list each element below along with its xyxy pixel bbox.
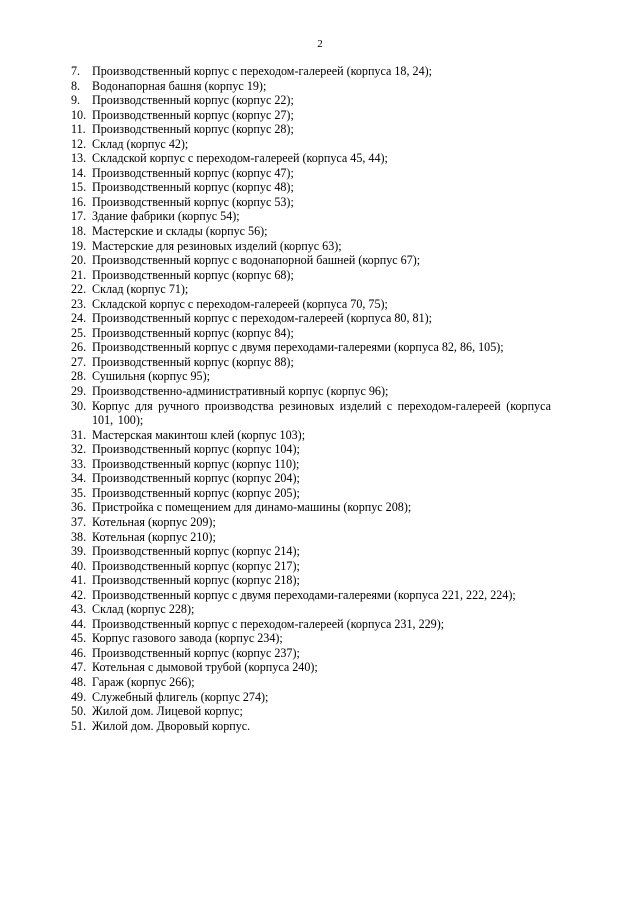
list-item <box>71 268 551 283</box>
list-item-text: Производственный корпус (корпус 214); <box>92 544 300 559</box>
list-item <box>71 253 551 268</box>
list-item <box>71 428 551 443</box>
list-item <box>71 690 551 705</box>
list-item-text: Производственный корпус (корпус 217); <box>92 558 300 573</box>
list-item-number: 11. <box>71 122 86 137</box>
list-item <box>71 122 551 137</box>
list-item-number: 23. <box>71 296 87 311</box>
list-item-number: 21. <box>71 267 87 282</box>
list-item-number: 9. <box>71 93 81 108</box>
list-item-text: Корпус для ручного производства резиновых изделий с переходом-галереей (корпуса 101, 100); <box>92 398 551 428</box>
list-item-text: Котельная (корпус 209); <box>92 514 216 529</box>
list-item <box>71 326 551 341</box>
list-item-text: Склад (корпус 228); <box>92 602 195 617</box>
list-item-number: 40. <box>71 558 87 573</box>
list-item-number: 43. <box>71 602 87 617</box>
list-item-number: 19. <box>71 238 87 253</box>
list-item-text: Складской корпус с переходом-галереей (корпуса 45, 44); <box>92 151 388 166</box>
list-item <box>71 573 551 588</box>
list-item-number: 27. <box>71 354 87 369</box>
list-item-number: 18. <box>71 224 87 239</box>
list-item-text: Мастерские для резиновых изделий (корпус 63); <box>92 238 342 253</box>
list-item <box>71 384 551 399</box>
list-item <box>71 457 551 472</box>
list-item <box>71 442 551 457</box>
list-item-number: 51. <box>71 718 87 733</box>
list-item <box>71 166 551 181</box>
list-item-text: Производственный корпус (корпус 48); <box>92 180 294 195</box>
list-item-number: 38. <box>71 529 87 544</box>
list-item-number: 31. <box>71 427 87 442</box>
list-item-text: Производственный корпус (корпус 27); <box>92 107 294 122</box>
list-item-text: Производственный корпус с водонапорной башней (корпус 67); <box>92 253 421 268</box>
list-item-text: Складской корпус с переходом-галереей (корпуса 70, 75); <box>92 296 388 311</box>
list-item <box>71 399 551 428</box>
list-item <box>71 355 551 370</box>
list-item-text: Производственный корпус (корпус 237); <box>92 645 300 660</box>
list-item-number: 20. <box>71 253 87 268</box>
list-item <box>71 631 551 646</box>
list-item-number: 10. <box>71 107 87 122</box>
list-item-text: Производственно-административный корпус (корпус 96); <box>92 384 389 399</box>
list-item <box>71 239 551 254</box>
list-item <box>71 559 551 574</box>
list-item-number: 42. <box>71 587 87 602</box>
list-item <box>71 137 551 152</box>
list-item-number: 49. <box>71 689 87 704</box>
list-item <box>71 108 551 123</box>
list-item <box>71 515 551 530</box>
list-item-number: 29. <box>71 384 87 399</box>
list-item-number: 16. <box>71 194 87 209</box>
list-item <box>71 297 551 312</box>
list-item-text: Производственный корпус (корпус 104); <box>92 442 300 457</box>
list-item-number: 14. <box>71 165 87 180</box>
list-item-text: Производственный корпус (корпус 22); <box>92 93 294 108</box>
list-item <box>71 224 551 239</box>
list-item-number: 32. <box>71 442 87 457</box>
list-item <box>71 151 551 166</box>
objects-list <box>71 64 551 733</box>
list-item-text: Мастерские и склады (корпус 56); <box>92 224 268 239</box>
list-item-number: 37. <box>71 514 87 529</box>
list-item <box>71 617 551 632</box>
list-item-text: Производственный корпус с двумя переходами-галереями (корпуса 82, 86, 105); <box>92 340 504 355</box>
list-item <box>71 588 551 603</box>
list-item-text: Склад (корпус 71); <box>92 282 189 297</box>
list-item-number: 48. <box>71 674 87 689</box>
list-item-text: Жилой дом. Лицевой корпус; <box>92 704 243 719</box>
list-item-text: Водонапорная башня (корпус 19); <box>92 78 267 93</box>
list-item-number: 39. <box>71 544 87 559</box>
list-item <box>71 195 551 210</box>
list-item-text: Корпус газового завода (корпус 234); <box>92 631 283 646</box>
list-item <box>71 646 551 661</box>
list-item-text: Производственный корпус (корпус 53); <box>92 194 294 209</box>
list-item-number: 33. <box>71 456 87 471</box>
list-item <box>71 79 551 94</box>
list-item-number: 26. <box>71 340 87 355</box>
list-item-text: Производственный корпус (корпус 47); <box>92 165 294 180</box>
list-item-number: 47. <box>71 660 87 675</box>
list-item <box>71 471 551 486</box>
list-item-text: Производственный корпус (корпус 84); <box>92 325 294 340</box>
list-item-text: Производственный корпус с переходом-галереей (корпуса 18, 24); <box>92 64 433 78</box>
list-item-text: Пристройка с помещением для динамо-машины (корпус 208); <box>92 500 412 515</box>
list-item-text: Производственный корпус (корпус 218); <box>92 573 300 588</box>
list-item-number: 36. <box>71 500 87 515</box>
list-item-text: Здание фабрики (корпус 54); <box>92 209 240 224</box>
list-item-text: Служебный флигель (корпус 274); <box>92 689 269 704</box>
list-item-text: Производственный корпус (корпус 88); <box>92 354 294 369</box>
list-item-text: Производственный корпус (корпус 110); <box>92 456 300 471</box>
list-item <box>71 340 551 355</box>
list-item-number: 15. <box>71 180 87 195</box>
list-item-text: Производственный корпус (корпус 204); <box>92 471 300 486</box>
list-item <box>71 311 551 326</box>
list-item-text: Производственный корпус с двумя переходами-галереями (корпуса 221, 222, 224); <box>92 587 516 602</box>
list-item <box>71 544 551 559</box>
list-item <box>71 282 551 297</box>
list-item-number: 44. <box>71 616 87 631</box>
list-item-number: 22. <box>71 282 87 297</box>
list-item <box>71 64 551 79</box>
list-item <box>71 719 551 734</box>
list-item <box>71 704 551 719</box>
list-item-number: 12. <box>71 136 87 151</box>
list-item-number: 13. <box>71 151 87 166</box>
list-item <box>71 486 551 501</box>
list-item-number: 7. <box>71 64 81 78</box>
list-item <box>71 180 551 195</box>
list-item-text: Котельная с дымовой трубой (корпуса 240); <box>92 660 318 675</box>
list-item-number: 17. <box>71 209 87 224</box>
list-item-text: Котельная (корпус 210); <box>92 529 216 544</box>
list-item-text: Гараж (корпус 266); <box>92 674 195 689</box>
page-number: 2 <box>317 38 323 50</box>
list-item <box>71 209 551 224</box>
list-item-text: Склад (корпус 42); <box>92 136 189 151</box>
list-item <box>71 602 551 617</box>
list-item-number: 45. <box>71 631 87 646</box>
list-item <box>71 93 551 108</box>
list-item-number: 24. <box>71 311 87 326</box>
list-item-number: 28. <box>71 369 87 384</box>
list-item-number: 25. <box>71 325 87 340</box>
list-item <box>71 369 551 384</box>
list-item-text: Производственный корпус с переходом-галереей (корпуса 80, 81); <box>92 311 433 326</box>
list-item <box>71 530 551 545</box>
list-item-number: 50. <box>71 704 87 719</box>
list-item <box>71 660 551 675</box>
list-item-text: Производственный корпус (корпус 68); <box>92 267 294 282</box>
list-item-text: Сушильня (корпус 95); <box>92 369 210 384</box>
list-item-text: Производственный корпус (корпус 205); <box>92 485 300 500</box>
list-item-number: 8. <box>71 78 81 93</box>
list-item-number: 41. <box>71 573 87 588</box>
list-item-text: Производственный корпус с переходом-галереей (корпуса 231, 229); <box>92 616 445 631</box>
list-item-number: 46. <box>71 645 87 660</box>
list-item <box>71 675 551 690</box>
list-item-text: Производственный корпус (корпус 28); <box>92 122 294 137</box>
list-item-number: 30. <box>71 398 87 413</box>
list-item-text: Жилой дом. Дворовый корпус. <box>92 718 251 733</box>
list-item-text: Мастерская макинтош клей (корпус 103); <box>92 427 306 442</box>
list-item-number: 35. <box>71 485 87 500</box>
list-item-number: 34. <box>71 471 87 486</box>
list-item <box>71 500 551 515</box>
